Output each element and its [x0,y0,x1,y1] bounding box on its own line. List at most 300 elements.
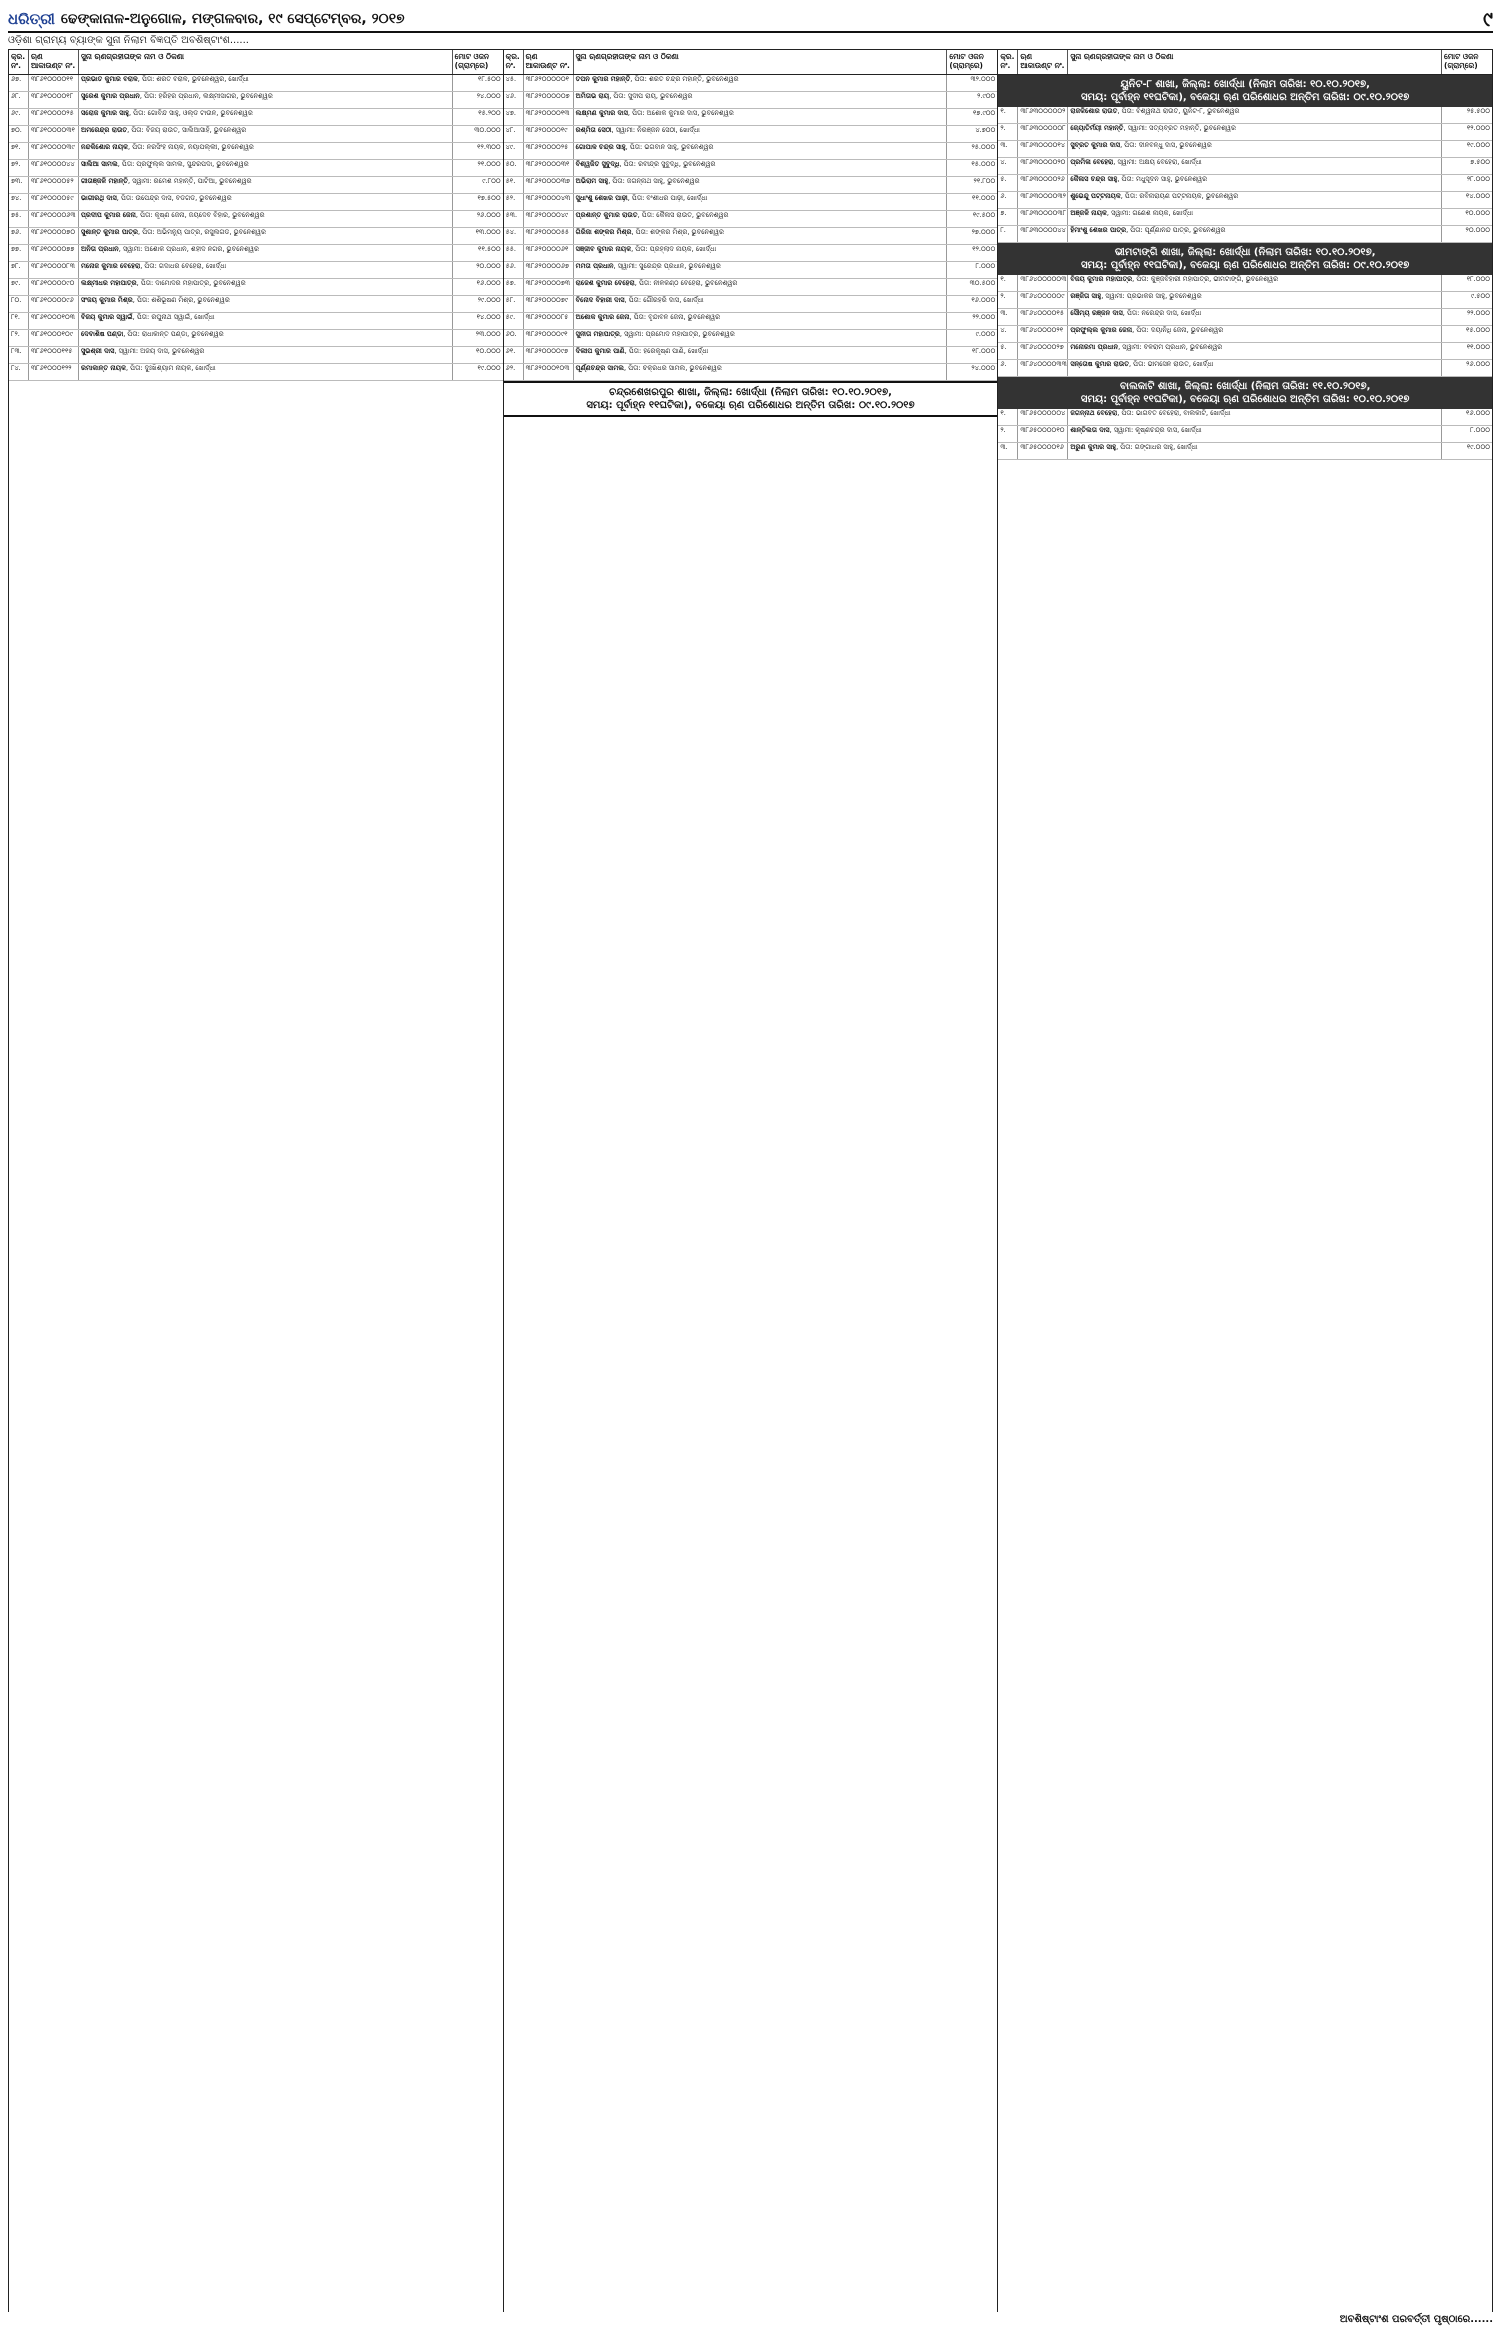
row-borrower: ନନ୍ଦକିଶୋର ନାୟକ, ପିତା: ନରସିଂହ ନାୟକ, ନୟାପଲ୍ଲୀ, ଭୁବନେଶ୍ୱର [79,143,453,159]
row-weight: ୨୬.୦୦୦ [476,211,501,219]
row-loan-no: ୩୮୬୧୦୦୦୧୦୩ [29,313,79,329]
newspaper-page [8,7,1493,2332]
row-weight: ୮.୦୦୦ [1470,426,1491,434]
table-row [998,360,1492,377]
table-row [504,177,998,194]
row-sl: ୭୮. [9,262,29,278]
table-row [9,279,503,296]
column-3 [997,49,1493,2312]
row-weight: ୨୪.୦୦୦ [476,92,501,100]
table-body [998,409,1492,460]
borrower-name: ବିନୋଦ ବିହାରୀ ଦାସ [575,296,625,304]
row-borrower: ଅନିତା ପ୍ରଧାନ, ସ୍ୱାମୀ: ଅଶୋକ ପ୍ରଧାନ, ଶହୀଦ ନଗର, ଭୁବନେଶ୍ୱର [79,245,453,261]
table-row [9,330,503,347]
column-1 [8,49,503,2312]
borrower-name: ସଂଜୟ କୁମାର ମିଶ୍ର [81,296,133,304]
table-row [504,279,998,296]
row-loan-no: ୩୮୬୨୦୦୦୦୪୯ [524,211,574,227]
row-loan-no: ୩୮୬୧୦୦୦୧୧୫ [29,347,79,363]
row-loan-no: ୩୮୬୨୦୦୦୦୫୫ [524,228,574,244]
row-sl: ୭୧. [9,143,29,159]
row-borrower: ମମତା ପ୍ରଧାନ, ସ୍ୱାମୀ: ସୁରେନ୍ଦ୍ର ପ୍ରଧାନ, ଭୁବନେଶ୍ୱର [574,262,948,278]
row-weight: ୨୫.୦୦୦ [971,143,996,151]
row-loan-no: ୩୮୬୫୦୦୦୦୦୪ [1018,409,1068,425]
borrower-address: ପିତା: ଦୀନବନ୍ଧୁ ଦାସ, ଭୁବନେଶ୍ୱର [1124,141,1212,149]
row-weight: ୩୦.୦୦୦ [474,126,501,134]
borrower-address: ପିତା: ଦୟାନିଧି ଜେନା, ଭୁବନେଶ୍ୱର [1136,326,1224,334]
continued-footer: ଅବଶିଷ୍ଟାଂଶ ପରବର୍ତ୍ତୀ ପୃଷ୍ଠାରେ...... [1339,2314,1493,2325]
row-loan-no: ୩୮୬୧୦୦୦୦୭୦ [29,228,79,244]
row-loan-no: ୩୮୬୧୦୦୦୦୧୮ [29,92,79,108]
row-loan-no: ୩୮୬୩୦୦୦୦୨୦ [1018,158,1068,174]
table-row [504,330,998,347]
borrower-name: ସୁଶାନ୍ତ କୁମାର ପାତ୍ର [81,228,138,236]
table-body [998,107,1492,243]
table-row [504,194,998,211]
table-row [998,175,1492,192]
borrower-address: ପିତା: ଶରତ ବରାଳ, ଭୁବନେଶ୍ୱର, ଖୋର୍ଦ୍ଧା [141,75,249,83]
row-loan-no: ୩୮୬୧୦୦୦୦୩୯ [29,143,79,159]
header-loan: ଋଣ ଆକାଉଣ୍ଟ ନଂ. [29,50,79,74]
borrower-address: ପିତା: ବିଶ୍ୱନାଥ ରାଉତ, ୟୁନିଟ-୮, ଭୁବନେଶ୍ୱର [1121,107,1240,115]
row-weight: ୨୪.୦୦୦ [971,364,996,372]
row-weight: ୧୪.୦୦୦ [1465,192,1491,200]
row-borrower: ଭାଗୀରଥି ଦାସ, ପିତା: ଉପେନ୍ଦ୍ର ଦାସ, ବଡଗଡ, ଭୁବନେଶ୍ୱର [79,194,453,210]
table-row [9,194,503,211]
row-weight: ୨୭.୦୦୦ [971,228,996,236]
row-loan-no: ୩୮୬୩୦୦୦୦୩୮ [1018,209,1068,225]
row-borrower: ବିଜୟ କୁମାର ସ୍ୱାଇଁ, ପିତା: ରଘୁନାଥ ସ୍ୱାଇଁ, ଖୋର୍ଦ୍ଧା [79,313,453,329]
borrower-name: ପ୍ରଦୀପ କୁମାର ଜେନା [81,211,136,219]
row-weight: ୧୪.୦୦୦ [476,313,501,321]
branch-title: ୟୁନିଟ-୮ ଶାଖା, ଜିଲ୍ଲା: ଖୋର୍ଦ୍ଧା (ନିଲାମ ତାରିଖ: ୧୦.୧୦.୨୦୧୭, [1120,79,1370,90]
table-row [504,211,998,228]
row-sl: ୬୯. [9,109,29,125]
row-weight: ୮.୦୦୦ [975,262,996,270]
row-sl: ୬. [998,192,1018,208]
row-sl: ୨. [998,124,1018,140]
table-body [998,275,1492,377]
borrower-address: ସ୍ୱାମୀ: ପ୍ରଭାକର ସାହୁ, ଭୁବନେଶ୍ୱର [1105,292,1202,300]
row-loan-no: ୩୮୬୪୦୦୦୦୦୩ [1018,275,1068,291]
row-weight: ୧୭.୫୦୦ [477,194,501,202]
borrower-name: ସୁରେଶ କୁମାର ପ୍ରଧାନ [81,92,140,100]
row-sl: ୮୪. [9,364,29,380]
borrower-address: ସ୍ୱାମୀ: ରମେଶ ମହାନ୍ତି, ପାଟିଆ, ଭୁବନେଶ୍ୱର [132,177,252,185]
table-row [504,245,998,262]
branch-heading [998,75,1492,107]
column-2 [503,49,998,2312]
row-loan-no: ୩୮୬୨୦୦୦୦୯୧ [524,330,574,346]
row-loan-no: ୩୮୬୨୦୦୦୦୭୯ [524,296,574,312]
row-loan-no: ୩୮୬୨୦୦୦୦୮୫ [524,313,574,329]
borrower-name: ଶାନ୍ତିଲତା ଦାସ [1070,426,1110,434]
row-borrower: ମନୋଜ କୁମାର ବେହେରା, ପିତା: ଗଦାଧର ବେହେରା, ଖୋର୍ଦ୍ଧା [79,262,453,278]
row-sl: ୮୨. [9,330,29,346]
newspaper-logo: ଧରିତ୍ରୀ [8,10,55,28]
row-loan-no: ୩୮୬୨୦୦୦୦୭୩ [524,279,574,295]
table-row [9,296,503,313]
table-row [504,364,998,381]
borrower-address: ପିତା: କୈଳାସ ରାଉତ, ଭୁବନେଶ୍ୱର [641,211,729,219]
row-weight: ୧୧.୦୦୦ [972,194,996,202]
borrower-name: ଅରୁଣ କୁମାର ସାହୁ [1070,443,1117,451]
row-borrower: ଅଭିରାମ ସାହୁ, ପିତା: ଜଗନ୍ନାଥ ସାହୁ, ଭୁବନେଶ୍ୱର [574,177,948,193]
table-row [998,292,1492,309]
row-borrower: ରମାକାନ୍ତ ନାୟକ, ପିତା: ଦୁଃଖିଶ୍ୟାମ ନାୟକ, ଖୋର୍ଦ୍ଧା [79,364,453,380]
row-sl: ୬୧. [504,347,524,363]
table-row [504,347,998,364]
row-sl: ୬୮. [9,92,29,108]
borrower-address: ପିତା: ବିଜୟ ରାଉତ, ସାଲିଆସାହି, ଭୁବନେଶ୍ୱର [131,126,247,134]
row-sl: ୧. [998,409,1018,425]
table-row [9,262,503,279]
table-row [998,443,1492,460]
row-weight: ୧୮.୦୦୦ [972,347,996,355]
row-weight: ୯.୮୦୦ [482,177,501,185]
row-weight: ୧୦.୦୦୦ [1465,209,1491,217]
row-borrower: ରଞ୍ଜିତା ସାହୁ, ସ୍ୱାମୀ: ପ୍ରଭାକର ସାହୁ, ଭୁବନେଶ୍ୱର [1068,292,1442,308]
row-loan-no: ୩୮୬୨୦୦୦୦୯୭ [524,347,574,363]
row-sl: ୫୨. [504,194,524,210]
branch-subtitle: ସମୟ: ପୂର୍ବାହ୍ନ ୧୧ଘଟିକା), ବକେୟା ଋଣ ପରିଶୋଧର ଅନ୍ତିମ ତାରିଖ: ୦୯.୧୦.୨୦୧୭ [1081,260,1410,271]
row-weight: ୧୯.୫୦୦ [972,211,996,219]
borrower-address: ପିତା: ଶରତ ଚନ୍ଦ୍ର ମହାନ୍ତି, ଭୁବନେଶ୍ୱର [634,75,739,83]
borrower-name: ସୁନୀତା ମହାପାତ୍ର [575,330,620,338]
table-row [504,262,998,279]
row-weight: ୧୨.୦୦୦ [972,245,996,253]
row-weight: ୨୮.୦୦୦ [1466,175,1491,183]
edition-line: ଢେଙ୍କାନାଳ-ଅନୁଗୋଳ, ମଙ୍ଗଳବାର, ୧୯ ସେପ୍ଟେମ୍ବର, ୨୦୧୭ [60,11,405,27]
row-borrower: ଗିରିଜା ଶଙ୍କର ମିଶ୍ର, ପିତା: ଶଙ୍କର ମିଶ୍ର, ଭୁବନେଶ୍ୱର [574,228,948,244]
borrower-name: ଲକ୍ଷ୍ମୀଧର ମହାପାତ୍ର [81,279,137,287]
borrower-name: ଅମରେନ୍ଦ୍ର ରାଉତ [81,126,128,134]
row-weight: ୨୧.୮୦୦ [973,177,996,185]
row-sl: ୮. [998,226,1018,242]
row-loan-no: ୩୮୬୨୦୦୦୧୦୩ [524,364,574,380]
row-loan-no: ୩୮୬୧୦୦୦୦୫୨ [29,177,79,193]
row-borrower: ରାଜେଶ କୁମାର ବେହେରା, ପିତା: ନୀଳକଣ୍ଠ ବେହେରା, ଭୁବନେଶ୍ୱର [574,279,948,295]
branch-subtitle: ସମୟ: ପୂର୍ବାହ୍ନ ୧୧ଘଟିକା), ବକେୟା ଋଣ ପରିଶୋଧର ଅନ୍ତିମ ତାରିଖ: ୧୦.୧୦.୨୦୧୭ [1080,394,1410,405]
row-loan-no: ୩୮୬୨୦୦୦୦୬୭ [524,262,574,278]
table-row [998,192,1492,209]
page-number: ୯ [1483,7,1493,31]
borrower-name: ବିଶ୍ୱଜିତ ସୁବୁଦ୍ଧି [575,160,620,168]
row-borrower: ସୁଶାନ୍ତ କୁମାର ପାତ୍ର, ପିତା: ଅଭିମନ୍ୟୁ ପାତ୍ର, ରସୁଲଗଡ, ଭୁବନେଶ୍ୱର [79,228,453,244]
row-borrower: ଦିଲୀପ କୁମାର ପାଣି, ପିତା: ହରେକୃଷ୍ଣ ପାଣି, ଖୋର୍ଦ୍ଧା [574,347,948,363]
row-weight: ୧୬.୦୦୦ [971,296,996,304]
row-sl: ୫୫. [504,245,524,261]
row-weight: ୧୯.୦୦୦ [1466,141,1491,149]
header-loan: ଋଣ ଆକାଉଣ୍ଟ ନଂ. [1018,50,1068,74]
borrower-address: ସ୍ୱାମୀ: ପ୍ରମୋଦ ମହାପାତ୍ର, ଭୁବନେଶ୍ୱର [624,330,735,338]
borrower-address: ପିତା: ରବିନାରାୟଣ ପଟ୍ଟନାୟକ, ଭୁବନେଶ୍ୱର [1124,192,1239,200]
borrower-name: ଦିଲୀପ କୁମାର ପାଣି [575,347,625,355]
row-loan-no: ୩୮୬୪୦୦୦୦୦୯ [1018,292,1068,308]
branch-title: ଚନ୍ଦ୍ରଶେଖରପୁର ଶାଖା, ଜିଲ୍ଲା: ଖୋର୍ଦ୍ଧା (ନିଲାମ ତାରିଖ: ୧୦.୧୦.୨୦୧୭, [609,387,892,398]
row-borrower: ମନୋରମା ପ୍ରଧାନ, ସ୍ୱାମୀ: ବଳରାମ ପ୍ରଧାନ, ଭୁବନେଶ୍ୱର [1068,343,1442,359]
table-row [504,296,998,313]
borrower-name: ଗୋପାଳ ଚନ୍ଦ୍ର ସାହୁ [575,143,626,151]
row-sl: ୬୨. [504,364,524,380]
table-header [9,49,503,75]
borrower-name: ସରୋଜ କୁମାର ସାହୁ [81,109,129,117]
table-row [998,124,1492,141]
row-borrower: ବିଶ୍ୱଜିତ ସୁବୁଦ୍ଧି, ପିତା: ରବୀନ୍ଦ୍ର ସୁବୁଦ୍ଧି, ଭୁବନେଶ୍ୱର [574,160,948,176]
borrower-address: ସ୍ୱାମୀ: ବଳରାମ ପ୍ରଧାନ, ଭୁବନେଶ୍ୱର [1122,343,1223,351]
row-weight: ୨୧.୦୦୦ [477,160,501,168]
row-borrower: ଅଞ୍ଜଳି ନାୟକ, ସ୍ୱାମୀ: ଗଣେଶ ନାୟକ, ଖୋର୍ଦ୍ଧା [1068,209,1442,225]
table-row [504,143,998,160]
header-weight: ମୋଟ ଓଜନ (ଗ୍ରାମ୍‌ରେ) [454,52,490,70]
borrower-address: ପିତା: ଜଗନ୍ନାଥ ସାହୁ, ଭୁବନେଶ୍ୱର [612,177,700,185]
row-borrower: ସୁରେଶ କୁମାର ପ୍ରଧାନ, ପିତା: ହରିହର ପ୍ରଧାନ, ଲକ୍ଷ୍ମୀସାଗର, ଭୁବନେଶ୍ୱର [79,92,453,108]
row-sl: ୧. [998,107,1018,123]
row-borrower: ଅମରେନ୍ଦ୍ର ରାଉତ, ପିତା: ବିଜୟ ରାଉତ, ସାଲିଆସାହି, ଭୁବନେଶ୍ୱର [79,126,453,142]
row-weight: ୧୭.୯୦୦ [972,109,996,117]
borrower-name: ପ୍ରମିଳା ବେହେରା [1070,158,1114,166]
borrower-name: ଲକ୍ଷ୍ମଣ କୁମାର ଦାସ [575,109,628,117]
row-borrower: ତପନ କୁମାର ମହାନ୍ତି, ପିତା: ଶରତ ଚନ୍ଦ୍ର ମହାନ୍ତି, ଭୁବନେଶ୍ୱର [574,75,948,91]
borrower-name: ମନୋରମା ପ୍ରଧାନ [1070,343,1119,351]
borrower-name: ଅଶୋକ କୁମାର ଜେନା [575,313,630,321]
row-loan-no: ୩୮୬୧୦୦୦୦୮୩ [29,262,79,278]
row-weight: ୪.୭୦୦ [975,126,996,134]
row-sl: ୬୭. [9,75,29,91]
borrower-address: ପିତା: ରବୀନ୍ଦ୍ର ସୁବୁଦ୍ଧି, ଭୁବନେଶ୍ୱର [623,160,716,168]
borrower-address: ପିତା: କୃଷ୍ଣ ଜେନା, ଜୟଦେବ ବିହାର, ଭୁବନେଶ୍ୱର [140,211,265,219]
row-sl: ୪୫. [504,75,524,91]
borrower-name: ସୁଭଶ୍ରୀ ଦାସ [81,347,115,355]
row-sl: ୫. [998,343,1018,359]
borrower-name: ଅଭିରାମ ସାହୁ [575,177,609,185]
borrower-address: ପିତା: ମଧୁସୂଦନ ସାହୁ, ଭୁବନେଶ୍ୱର [1121,175,1208,183]
header-name: ସୁନା ଋଣଗ୍ରହୀତାଙ୍କ ନାମ ଓ ଠିକଣା [1068,50,1442,74]
header-name: ସୁନା ଋଣଗ୍ରହୀତାଙ୍କ ନାମ ଓ ଠିକଣା [574,50,948,74]
row-loan-no: ୩୮୬୧୦୦୦୦୬୩ [29,211,79,227]
row-weight: ୧୫.୦୦୦ [971,160,996,168]
row-sl: ୭୬. [9,228,29,244]
row-loan-no: ୩୮୬୨୦୦୦୦୧୩ [524,109,574,125]
row-weight: ୧୬.୦୦୦ [1466,409,1491,417]
borrower-name: ରମାକାନ୍ତ ନାୟକ [81,364,126,372]
table-row [998,343,1492,360]
borrower-address: ପିତା: ଉପେନ୍ଦ୍ର ଦାସ, ବଡଗଡ, ଭୁବନେଶ୍ୱର [120,194,232,202]
row-weight: ୨୨.୦୦୦ [972,313,996,321]
borrower-name: ରାଜେଶ କୁମାର ବେହେରା [575,279,635,287]
row-loan-no: ୩୮୬୨୦୦୦୦୦୭ [524,92,574,108]
row-sl: ୮୧. [9,313,29,329]
borrower-address: ସ୍ୱାମୀ: ଅଶୋକ ପ୍ରଧାନ, ଶହୀଦ ନଗର, ଭୁବନେଶ୍ୱର [122,245,259,253]
borrower-address: ପିତା: ବଂଶୀଧର ପାଢ଼ୀ, ଖୋର୍ଦ୍ଧା [631,194,708,202]
row-sl: ୫୯. [504,313,524,329]
borrower-address: ପିତା: ଚକ୍ରଧର ସାମଲ, ଭୁବନେଶ୍ୱର [628,364,722,372]
row-sl: ୩. [998,309,1018,325]
row-borrower: ପ୍ରଭାତ କୁମାର ବରାଳ, ପିତା: ଶରତ ବରାଳ, ଭୁବନେଶ୍ୱର, ଖୋର୍ଦ୍ଧା [79,75,453,91]
header-sl: କ୍ର. ନଂ. [504,50,524,74]
borrower-name: ସୌମ୍ୟ ରଞ୍ଜନ ଦାସ [1070,309,1123,317]
row-sl: ୭୩. [9,177,29,193]
row-borrower: ଜ୍ୟୋତିର୍ମୟୀ ମହାନ୍ତି, ସ୍ୱାମୀ: ସତ୍ୟବ୍ରତ ମହାନ୍ତି, ଭୁବନେଶ୍ୱର [1068,124,1442,140]
row-loan-no: ୩୮୬୨୦୦୦୦୪୩ [524,194,574,210]
branch-title: ବାଲକାଟି ଶାଖା, ଜିଲ୍ଲା: ଖୋର୍ଦ୍ଧା (ନିଲାମ ତାରିଖ: ୧୧.୧୦.୨୦୧୭, [1119,381,1371,392]
row-borrower: ରାଜକିଶୋର ରାଉତ, ପିତା: ବିଶ୍ୱନାଥ ରାଉତ, ୟୁନିଟ-୮, ଭୁବନେଶ୍ୱର [1068,107,1442,123]
borrower-address: ପିତା: କୁଞ୍ଜବିହାରୀ ମହାପାତ୍ର, ଭୀମଟାଙ୍ଗି, ଭୁବନେଶ୍ୱର [1136,275,1279,283]
table-row [504,75,998,92]
row-sl: ୫. [998,175,1018,191]
branch-subtitle: ସମୟ: ପୂର୍ବାହ୍ନ ୧୧ଘଟିକା), ବକେୟା ଋଣ ପରିଶୋଧର ଅନ୍ତିମ ତାରିଖ: ୦୯.୧୦.୨୦୧୭ [586,400,915,411]
row-sl: ୮୩. [9,347,29,363]
table-row [504,160,998,177]
table-row [998,107,1492,124]
borrower-name: ଭାଗୀରଥି ଦାସ [81,194,117,202]
row-loan-no: ୩୮୬୨୦୦୦୦୦୧ [524,75,574,91]
row-weight: ୭.୫୦୦ [1470,158,1491,166]
row-loan-no: ୩୮୬୨୦୦୦୦୧୯ [524,126,574,142]
borrower-name: କୈଳାସ ଚନ୍ଦ୍ର ସାହୁ [1070,175,1118,183]
borrower-name: ପ୍ରଭାତ କୁମାର ବରାଳ [81,75,138,83]
row-weight: ୧୧.୫୦୦ [478,245,501,253]
row-borrower: ଜଗନ୍ନାଥ ବେହେରା, ପିତା: ଭାଗବତ ବେହେରା, ବାଲକାଟି, ଖୋର୍ଦ୍ଧା [1068,409,1442,425]
table-row [9,126,503,143]
row-weight: ୧୫.୨୦୦ [478,109,501,117]
borrower-name: ବିଜୟ କୁମାର ସ୍ୱାଇଁ [81,313,133,321]
header-sl: କ୍ର. ନଂ. [998,50,1018,74]
row-borrower: ସଞ୍ଜୀବ କୁମାର ନାୟକ, ପିତା: ପ୍ରହ୍ଲାଦ ନାୟକ, ଖୋର୍ଦ୍ଧା [574,245,948,261]
borrower-address: ପିତା: ଭାଗବତ ବେହେରା, ବାଲକାଟି, ଖୋର୍ଦ୍ଧା [1121,409,1231,417]
row-weight: ୨୯.୦୦୦ [477,296,501,304]
row-borrower: ସଂଜୟ କୁମାର ମିଶ୍ର, ପିତା: ଶଶିଭୂଷଣ ମିଶ୍ର, ଭୁବନେଶ୍ୱର [79,296,453,312]
row-weight: ୨.୯୦୦ [977,92,996,100]
borrower-name: ସୁଧାଂଶୁ ଶେଖର ପାଢ଼ୀ [575,194,628,202]
row-weight: ୧୨.୦୦୦ [1466,124,1491,132]
row-borrower: ଗୀତାଞ୍ଜଳି ମହାନ୍ତି, ସ୍ୱାମୀ: ରମେଶ ମହାନ୍ତି, ପାଟିଆ, ଭୁବନେଶ୍ୱର [79,177,453,193]
table-row [9,160,503,177]
branch-title: ଭୀମଟାଙ୍ଗି ଶାଖା, ଜିଲ୍ଲା: ଖୋର୍ଦ୍ଧା (ନିଲାମ ତାରିଖ: ୧୦.୧୦.୨୦୧୭, [1114,247,1376,258]
branch-subtitle: ସମୟ: ପୂର୍ବାହ୍ନ ୧୧ଘଟିକା), ବକେୟା ଋଣ ପରିଶୋଧର ଅନ୍ତିମ ତାରିଖ: ୦୯.୧୦.୨୦୧୭ [1081,92,1410,103]
row-sl: ୫୭. [504,279,524,295]
borrower-address: ପିତା: ପୂର୍ଣ୍ଣାନନ୍ଦ ପାତ୍ର, ଭୁବନେଶ୍ୱର [1130,226,1226,234]
row-loan-no: ୩୮୬୧୦୦୦୦୩୧ [29,126,79,142]
borrower-name: ଗୀତାଞ୍ଜଳି ମହାନ୍ତି [81,177,128,185]
row-borrower: ପ୍ରଫୁଲ୍ଲ କୁମାର ଜେନା, ପିତା: ଦୟାନିଧି ଜେନା, ଭୁବନେଶ୍ୱର [1068,326,1442,342]
table-row [504,313,998,330]
borrower-address: ପିତା: ଭୀମସେନ ରାଉତ, ଖୋର୍ଦ୍ଧା [1133,360,1214,368]
row-loan-no: ୩୮୬୧୦୦୦୦୧୧ [29,75,79,91]
table-row [9,109,503,126]
row-sl: ୭୫. [9,211,29,227]
borrower-address: ପିତା: ସୁଦୀପ ରାୟ, ଭୁବନେଶ୍ୱର [613,92,693,100]
table-body [504,75,998,381]
borrower-name: ଗିରିଜା ଶଙ୍କର ମିଶ୍ର [575,228,632,236]
table-header [998,49,1492,75]
row-sl: ୧. [998,275,1018,291]
borrower-name: ପୂର୍ଣ୍ଣଚନ୍ଦ୍ର ସାମଲ [575,364,624,372]
borrower-name: ଅମିତାଭ ରାୟ [575,92,610,100]
borrower-name: ଅନିତା ପ୍ରଧାନ [81,245,119,253]
branch-heading [998,243,1492,275]
row-weight: ୨୫.୫୦୦ [1466,107,1491,115]
borrower-name: ହିମାଂଶୁ ଶେଖର ପାତ୍ର [1070,226,1127,234]
borrower-name: ଜଗନ୍ନାଥ ବେହେରା [1070,409,1118,417]
row-weight: ୧୦.୦୦୦ [476,347,501,355]
borrower-name: ପ୍ରଶାନ୍ତ କୁମାର ରାଉତ [575,211,638,219]
table-row [998,426,1492,443]
row-weight: ୧୬.୦୦୦ [476,279,501,287]
table-row [504,92,998,109]
row-loan-no: ୩୮୬୨୦୦୦୦୨୫ [524,143,574,159]
row-borrower: ଅରୁଣ କୁମାର ସାହୁ, ପିତା: ଗଙ୍ଗାଧର ସାହୁ, ଖୋର୍ଦ୍ଧା [1068,443,1442,459]
table-row [998,141,1492,158]
row-borrower: ସନ୍ତୋଷ କୁମାର ରାଉତ, ପିତା: ଭୀମସେନ ରାଉତ, ଖୋର୍ଦ୍ଧା [1068,360,1442,376]
borrower-address: ସ୍ୱାମୀ: ଅକ୍ଷୟ ବେହେରା, ଖୋର୍ଦ୍ଧା [1117,158,1202,166]
borrower-name: ଶୁଭେନ୍ଦୁ ପଟ୍ଟନାୟକ [1070,192,1121,200]
table-row [504,228,998,245]
borrower-address: ପିତା: ଗଦାଧର ବେହେରା, ଖୋର୍ଦ୍ଧା [144,262,227,270]
row-borrower: ପୂର୍ଣ୍ଣଚନ୍ଦ୍ର ସାମଲ, ପିତା: ଚକ୍ରଧର ସାମଲ, ଭୁବନେଶ୍ୱର [574,364,948,380]
table-row [9,347,503,364]
borrower-address: ପିତା: ନରସିଂହ ନାୟକ, ନୟାପଲ୍ଲୀ, ଭୁବନେଶ୍ୱର [132,143,254,151]
borrower-address: ପିତା: ଅଶୋକ କୁମାର ଦାସ, ଭୁବନେଶ୍ୱର [632,109,734,117]
borrower-name: ତପନ କୁମାର ମହାନ୍ତି [575,75,631,83]
borrower-name: ମମତା ପ୍ରଧାନ [575,262,614,270]
row-sl: ୫୦. [504,160,524,176]
row-sl: ୪୭. [504,109,524,125]
row-sl: ୪. [998,326,1018,342]
row-sl: ୪୯. [504,143,524,159]
borrower-address: ପିତା: ଦୁଃଖିଶ୍ୟାମ ନାୟକ, ଖୋର୍ଦ୍ଧା [130,364,216,372]
borrower-address: ପିତା: ଗଙ୍ଗାଧର ସାହୁ, ଖୋର୍ଦ୍ଧା [1120,443,1198,451]
row-loan-no: ୩୮୬୫୦୦୦୦୧୬ [1018,443,1068,459]
header-weight: ମୋଟ ଓଜନ (ଗ୍ରାମ୍‌ରେ) [1444,52,1479,70]
row-loan-no: ୩୮୬୧୦୦୦୦୯୬ [29,296,79,312]
table-row [9,211,503,228]
borrower-address: ପିତା: ହରେକୃଷ୍ଣ ପାଣି, ଖୋର୍ଦ୍ଧା [628,347,709,355]
row-borrower: ଅଶୋକ କୁମାର ଜେନା, ପିତା: ବୃନ୍ଦାବନ ଜେନା, ଭୁବନେଶ୍ୱର [574,313,948,329]
table-row [998,326,1492,343]
borrower-address: ପିତା: ଶଙ୍କର ମିଶ୍ର, ଭୁବନେଶ୍ୱର [635,228,724,236]
borrower-address: ସ୍ୱାମୀ: ଗଣେଶ ନାୟକ, ଖୋର୍ଦ୍ଧା [1111,209,1193,217]
table-row [9,143,503,160]
borrower-address: ପିତା: ପ୍ରଫୁଲ୍ଲ ସାମଲ, ସୁନ୍ଦରପଦା, ଭୁବନେଶ୍ୱର [121,160,249,168]
row-borrower: ଅମିତାଭ ରାୟ, ପିତା: ସୁଦୀପ ରାୟ, ଭୁବନେଶ୍ୱର [574,92,948,108]
row-borrower: ହିମାଂଶୁ ଶେଖର ପାତ୍ର, ପିତା: ପୂର୍ଣ୍ଣାନନ୍ଦ ପାତ୍ର, ଭୁବନେଶ୍ୱର [1068,226,1442,242]
row-borrower: ଶୁଭେନ୍ଦୁ ପଟ୍ଟନାୟକ, ପିତା: ରବିନାରାୟଣ ପଟ୍ଟନାୟକ, ଭୁବନେଶ୍ୱର [1068,192,1442,208]
borrower-name: ବିଜୟ କୁମାର ମହାପାତ୍ର [1070,275,1133,283]
row-sl: ୮୦. [9,296,29,312]
row-borrower: ଶାନ୍ତିଲତା ଦାସ, ସ୍ୱାମୀ: କୃଷ୍ଣଚନ୍ଦ୍ର ଦାସ, ଖୋର୍ଦ୍ଧା [1068,426,1442,442]
row-weight: ୧୯.୦୦୦ [1466,443,1491,451]
table-row [9,228,503,245]
row-borrower: ସରୋଜ କୁମାର ସାହୁ, ପିତା: ଗୋବିନ୍ଦ ସାହୁ, ଓଲ୍ଡ ଟାଉନ, ଭୁବନେଶ୍ୱର [79,109,453,125]
borrower-name: ରାଜକିଶୋର ରାଉତ [1070,107,1118,115]
row-sl: ୭୯. [9,279,29,295]
table-row [998,309,1492,326]
row-weight: ୧୮.୦୦୦ [1466,275,1491,283]
row-sl: ୫୧. [504,177,524,193]
borrower-name: ନନ୍ଦକିଶୋର ନାୟକ [81,143,129,151]
table-row [998,158,1492,175]
borrower-name: ସନ୍ତୋଷ କୁମାର ରାଉତ [1070,360,1129,368]
row-borrower: ବିଜୟ କୁମାର ମହାପାତ୍ର, ପିତା: କୁଞ୍ଜବିହାରୀ ମହାପାତ୍ର, ଭୀମଟାଙ୍ଗି, ଭୁବନେଶ୍ୱର [1068,275,1442,291]
borrower-name: ଦେବାଶିଷ ପଣ୍ଡା [81,330,124,338]
table-row [504,126,998,143]
row-loan-no: ୩୮୬୨୦୦୦୦୩୧ [524,160,574,176]
row-borrower: ଗୋପାଳ ଚନ୍ଦ୍ର ସାହୁ, ପିତା: ଭଗବାନ ସାହୁ, ଭୁବନେଶ୍ୱର [574,143,948,159]
row-sl: ୪୮. [504,126,524,142]
table-row [998,275,1492,292]
row-loan-no: ୩୮୬୧୦୦୦୧୦୯ [29,330,79,346]
